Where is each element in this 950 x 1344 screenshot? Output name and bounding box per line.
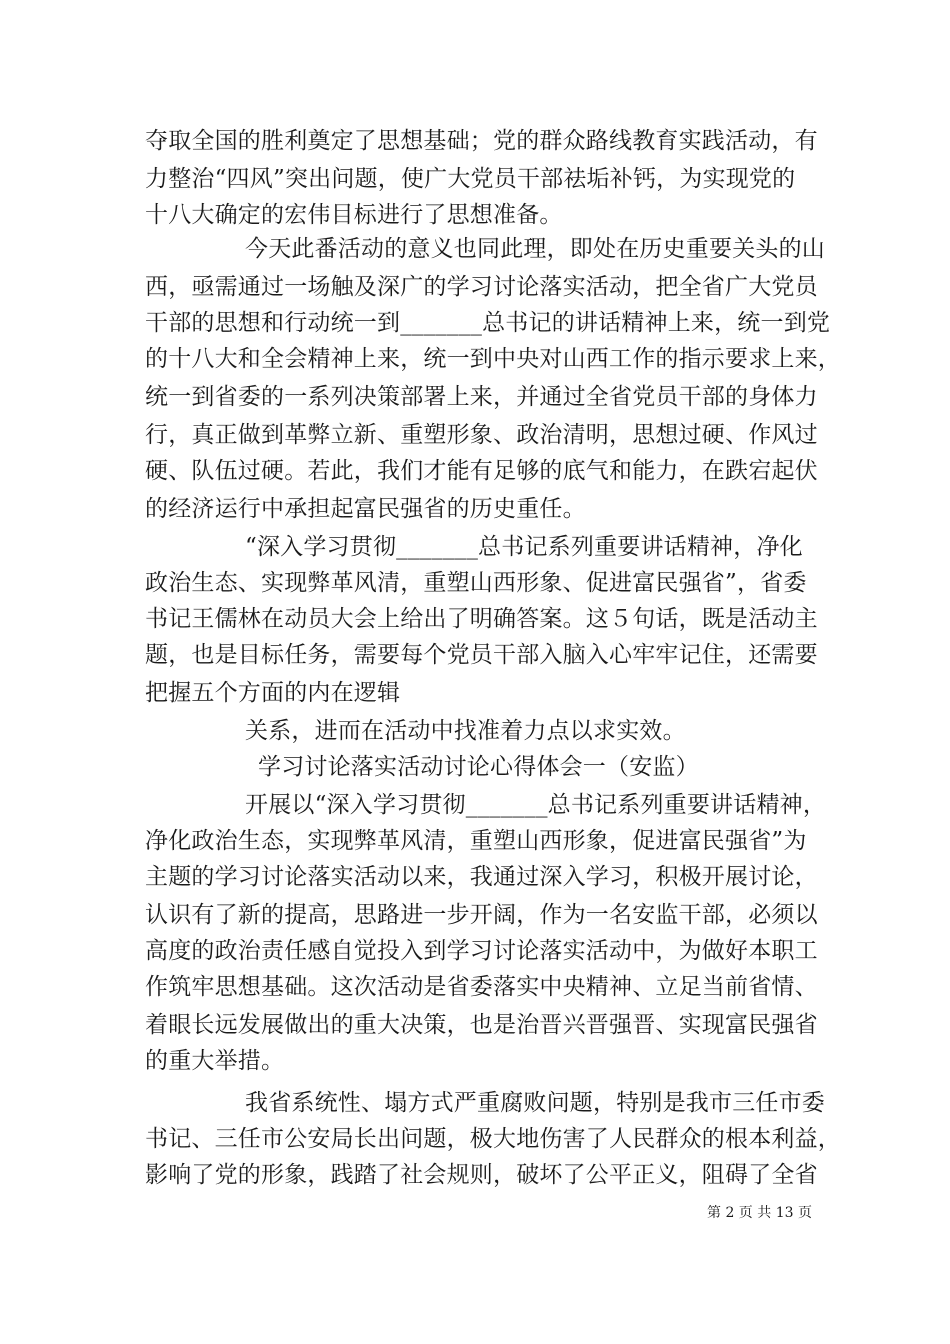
text-line: 行，真正做到革弊立新、重塑形象、政治清明，思想过硬、作风过	[145, 422, 818, 448]
text-line: 的经济运行中承担起富民强省的历史重任。	[145, 496, 586, 522]
text-line-paragraph-start: 开展以“深入学习贯彻_______总书记系列重要讲话精神，	[245, 792, 827, 818]
text-line: 夺取全国的胜利奠定了思想基础；党的群众路线教育实践活动，有	[145, 128, 818, 154]
text-line: 力整治“四风”突出问题，使广大党员干部祛垢补钙，为实现党的	[145, 166, 796, 192]
text-line-paragraph-start: “深入学习贯彻_______总书记系列重要讲话精神，净化	[245, 534, 803, 560]
page-number-footer: 第 2 页 共 13 页	[707, 1205, 812, 1221]
text-line: 的重大举措。	[145, 1048, 285, 1074]
text-line: 影响了党的形象，践踏了社会规则，破坏了公平正义，阻碍了全省	[145, 1162, 818, 1188]
section-heading: 学习讨论落实活动讨论心得体会一（安监）	[258, 754, 699, 780]
text-line: 高度的政治责任感自觉投入到学习讨论落实活动中，为做好本职工	[145, 938, 818, 964]
text-line: 净化政治生态，实现弊革风清，重塑山西形象，促进富民强省”为	[145, 828, 807, 854]
text-line: 统一到省委的一系列决策部署上来，并通过全省党员干部的身体力	[145, 384, 818, 410]
text-line: 作筑牢思想基础。这次活动是省委落实中央精神、立足当前省情、	[145, 974, 818, 1000]
text-line: 书记王儒林在动员大会上给出了明确答案。这５句话，既是活动主	[145, 606, 818, 632]
text-line: 题，也是目标任务，需要每个党员干部入脑入心牢牢记住，还需要	[145, 642, 818, 668]
text-line-paragraph-start: 关系，进而在活动中找准着力点以求实效。	[245, 718, 686, 744]
text-line: 主题的学习讨论落实活动以来，我通过深入学习，积极开展讨论，	[145, 864, 818, 890]
text-line: 的十八大和全会精神上来，统一到中央对山西工作的指示要求上来，	[145, 346, 841, 372]
text-line: 认识有了新的提高，思路进一步开阔，作为一名安监干部，必须以	[145, 902, 818, 928]
text-line-paragraph-start: 今天此番活动的意义也同此理，即处在历史重要关头的山	[245, 236, 825, 262]
text-line: 政治生态、实现弊革风清，重塑山西形象、促进富民强省”，省委	[145, 570, 807, 596]
text-line: 西，亟需通过一场触及深广的学习讨论落实活动，把全省广大党员	[145, 274, 818, 300]
text-line: 着眼长远发展做出的重大决策，也是治晋兴晋强晋、实现富民强省	[145, 1012, 818, 1038]
text-line: 书记、三任市公安局长出问题，极大地伤害了人民群众的根本利益，	[145, 1126, 841, 1152]
text-line: 干部的思想和行动统一到_______总书记的讲话精神上来，统一到党	[145, 310, 831, 336]
text-line-paragraph-start: 我省系统性、塌方式严重腐败问题，特别是我市三任市委	[245, 1090, 825, 1116]
text-line: 把握五个方面的内在逻辑	[145, 680, 401, 706]
text-line: 十八大确定的宏伟目标进行了思想准备。	[145, 202, 563, 228]
text-line: 硬、队伍过硬。若此，我们才能有足够的底气和能力，在跌宕起伏	[145, 458, 818, 484]
